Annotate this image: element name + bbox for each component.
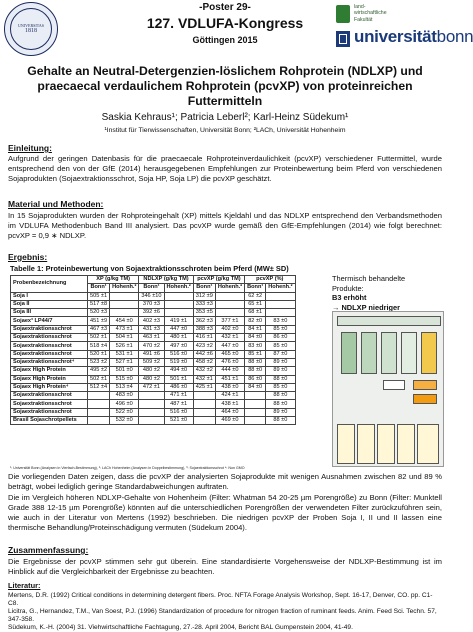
table-cell-value: 402 ±3 (139, 317, 164, 325)
faculty-logo-text (354, 4, 387, 23)
table-cell-value: 346 ±10 (139, 292, 164, 300)
table-cell-value: 65 ±1 (245, 300, 266, 308)
diagram-box (383, 380, 405, 390)
table-cell-value: 521 ±0 (164, 417, 193, 425)
table-cell-value (88, 392, 110, 400)
table-cell-value: 501 ±0 (110, 367, 139, 375)
table-row (11, 367, 296, 375)
table-cell-value: 501 ±1 (164, 375, 193, 383)
table-cell-value: 83 ±0 (245, 342, 266, 350)
table-cell-value (245, 417, 266, 425)
table-cell-sample: Sojaextraktionsschrot (11, 325, 88, 333)
results-text-1: Die vorliegenden Daten zeigen, dass die pcvXP der analysierten Sojaprodukte mit wenigen Ausnahmen zwischen 82 und 89 % beträgt, wobei lediglich geringe Standardabweichungen auftraten. (8, 472, 442, 491)
faculty-logo-line: land- (354, 4, 366, 10)
table-row (11, 300, 296, 308)
table-cell-value: 516 ±0 (164, 350, 193, 358)
table-cell-value: 483 ±0 (110, 392, 139, 400)
table-cell-value: 424 ±1 (215, 392, 244, 400)
reference-item: Mertens, D.R. (1992) Critical conditions in determining detergent fibers. Proc. NFTA Forage Analysis Workshop, Sept. 16-17, Denver, CO. pp. C1-C8. (8, 592, 433, 607)
table-row (11, 400, 296, 408)
table-subheader-cell: Bonn¹ (88, 284, 110, 292)
diagram-box (361, 332, 377, 374)
university-bonn-logo (336, 27, 473, 51)
table-cell-value: 88 ±0 (266, 400, 295, 408)
table-cell-value (215, 309, 244, 317)
table-cell-value: 518 ±4 (88, 342, 110, 350)
table-cell-value: 432 ±2 (193, 367, 215, 375)
table-cell-value: 476 ±0 (215, 358, 244, 366)
table-cell-sample: Sojaex³ LP44/7 (11, 317, 88, 325)
table-cell-value: 502 ±1 (88, 375, 110, 383)
table-cell-value: 495 ±2 (88, 367, 110, 375)
table-cell-value (164, 292, 193, 300)
side-note-line: Thermisch behandelte (332, 274, 406, 283)
table-cell-value: 472 ±1 (139, 383, 164, 391)
table-cell-value: 85 ±1 (245, 350, 266, 358)
seal-text: UNIVERSITAS (18, 23, 44, 28)
table-cell-value: 516 ±0 (164, 408, 193, 416)
side-note (332, 274, 444, 312)
table-cell-value: 84 ±0 (245, 334, 266, 342)
table-cell-value: 486 ±0 (164, 383, 193, 391)
table-cell-value: 467 ±3 (88, 325, 110, 333)
table-cell-value: 438 ±0 (215, 383, 244, 391)
section-title-summary: Zusammenfassung: (8, 545, 89, 555)
table-cell-value (245, 400, 266, 408)
diagram-box (421, 332, 437, 374)
table-cell-value: 454 ±0 (110, 317, 139, 325)
faculty-logo-mark-icon (336, 5, 350, 23)
table-row (11, 334, 296, 342)
table-cell-value: 88 ±0 (266, 375, 295, 383)
table-cell-value (164, 300, 193, 308)
table-cell-value (139, 417, 164, 425)
table-row (11, 358, 296, 366)
diagram-box (377, 424, 395, 464)
reference-item: Licitra, G., Hernandez, T.M., Van Soest, P.J. (1996) Standardization of procedure for nitrogen fraction of ruminant feeds. Anim. Feed Sci. Techn. 57, 347-358. (8, 608, 437, 623)
table-cell-value: 402 ±0 (215, 325, 244, 333)
table-cell-value: 88 ±0 (266, 417, 295, 425)
table-cell-value: 362 ±3 (193, 317, 215, 325)
table-cell-value: 512 ±4 (88, 383, 110, 391)
table-cell-value: 88 ±0 (245, 367, 266, 375)
table-cell-value: 464 ±0 (215, 408, 244, 416)
table-header-row (11, 276, 296, 284)
poster-number: -Poster 29- (199, 2, 251, 13)
table-cell-value: 89 ±0 (266, 358, 295, 366)
table-cell-value: 83 ±0 (266, 317, 295, 325)
table-cell-sample: Sojaextraktionsschrot⁴ (11, 358, 88, 366)
table-cell-value: 447 ±0 (215, 342, 244, 350)
table-cell-value: 463 ±1 (139, 334, 164, 342)
table-cell-value: 62 ±2 (245, 292, 266, 300)
table-cell-value: 87 ±0 (266, 350, 295, 358)
table-cell-value: 89 ±0 (266, 408, 295, 416)
nitrogen-fraction-diagram (332, 311, 444, 467)
table-cell-value: 419 ±1 (164, 317, 193, 325)
diagram-box (413, 394, 437, 404)
table-cell-value: 89 ±0 (266, 367, 295, 375)
table-cell-value (88, 417, 110, 425)
diagram-box (381, 332, 397, 374)
diagram-box (397, 424, 415, 464)
table-cell-value: 504 ±1 (110, 334, 139, 342)
table-row (11, 317, 296, 325)
table-cell-value (139, 392, 164, 400)
diagram-box (341, 332, 357, 374)
table-cell-value: 494 ±0 (164, 367, 193, 375)
table-cell-value: 480 ±2 (139, 375, 164, 383)
table-cell-value (88, 408, 110, 416)
faculty-logo (336, 3, 446, 25)
reference-item: Südekum, K.-H. (2004) 31. Viehwirtschaftliche Fachtagung, 27.-28. April 2004, Bericht BAL Gumpenstein 2004, 41-49. (8, 624, 353, 631)
methods-text: In 15 Sojaprodukten wurden der Rohproteingehalt (XP) mittels Kjeldahl und das NDLXP entsprechend den Verbandsmethoden im VDLUFA Methodenbuch Band III analysiert. Das pcvXP wurde gemäß den GfE-Empfehlungen (2014) wie folgt berechnet: pcvXP = 0,9 ∗ NDLXP. (8, 211, 442, 240)
side-note-line: Produkte: (332, 283, 364, 293)
table-cell-value: 432 ±1 (193, 375, 215, 383)
table-row (11, 309, 296, 317)
table-cell-value (245, 392, 266, 400)
side-note-line: → NDLXP niedriger (332, 302, 401, 312)
diagram-box (357, 424, 375, 464)
table-cell-value (193, 400, 215, 408)
authors: Saskia Kehraus¹; Patricia Leberl²; Karl-Heinz Südekum¹ (101, 112, 349, 123)
table-cell-value: 469 ±0 (215, 417, 244, 425)
table-cell-value: 532 ±0 (110, 417, 139, 425)
table-subheader-cell: Bonn¹ (245, 284, 266, 292)
table-cell-value: 519 ±0 (164, 358, 193, 366)
table-cell-sample: Soja II (11, 300, 88, 308)
table-cell-value (88, 400, 110, 408)
table-cell-sample: Soja I (11, 292, 88, 300)
table-row (11, 325, 296, 333)
table-cell-sample: Sojaex High Protein (11, 375, 88, 383)
table-row (11, 350, 296, 358)
table-cell-sample: Sojaextraktionsschrot (11, 350, 88, 358)
seal-year: 1818 (25, 28, 37, 34)
table-cell-value (110, 292, 139, 300)
table-cell-value (193, 417, 215, 425)
section-title-methods: Material und Methoden: (8, 199, 104, 209)
section-title-references: Literatur: (8, 581, 41, 590)
table-cell-value: 451 ±9 (88, 317, 110, 325)
table-cell-value: 444 ±0 (215, 367, 244, 375)
table-cell-sample: Soja III (11, 309, 88, 317)
table-cell-value (110, 309, 139, 317)
table-subheader-cell: Hohenh.² (266, 284, 295, 292)
results-table (10, 275, 296, 425)
table-cell-value: 312 ±9 (193, 292, 215, 300)
table-cell-value: 370 ±3 (139, 300, 164, 308)
table-cell-value: 515 ±0 (110, 375, 139, 383)
table-cell-value: 377 ±1 (215, 317, 244, 325)
table-cell-value: 473 ±1 (110, 325, 139, 333)
table-cell-value: 527 ±1 (110, 358, 139, 366)
table-row (11, 375, 296, 383)
table-cell-value: 333 ±3 (193, 300, 215, 308)
table-cell-sample: Brasil Sojaschrotpellets (11, 417, 88, 425)
table-cell-value: 531 ±1 (110, 350, 139, 358)
table-cell-value: 509 ±2 (139, 358, 164, 366)
table-cell-value: 388 ±3 (193, 325, 215, 333)
table-cell-value: 442 ±6 (193, 350, 215, 358)
table-cell-value: 85 ±0 (266, 383, 295, 391)
diagram-box (337, 424, 355, 464)
table-cell-value: 85 ±0 (266, 325, 295, 333)
table-cell-value: 88 ±0 (245, 358, 266, 366)
table-cell-value: 416 ±1 (193, 334, 215, 342)
faculty-logo-line: wirtschaftliche (354, 10, 387, 17)
table-subheader-cell: Bonn¹ (193, 284, 215, 292)
table-cell-value (193, 408, 215, 416)
table-cell-value: 431 ±3 (139, 325, 164, 333)
table-cell-value: 517 ±8 (88, 300, 110, 308)
table-cell-value (266, 309, 295, 317)
table-cell-value: 353 ±5 (193, 309, 215, 317)
table-cell-value: 505 ±1 (88, 292, 110, 300)
table-cell-sample: Sojaextraktionsschrot (11, 400, 88, 408)
section-title-introduction: Einleitung: (8, 143, 52, 153)
table-cell-value (215, 300, 244, 308)
table-subheader-cell: Hohenh.² (164, 284, 193, 292)
table-cell-value: 447 ±0 (164, 325, 193, 333)
bonn-logo-text (354, 27, 473, 47)
table-cell-sample: Sojaextraktionsschrot (11, 408, 88, 416)
table-cell-value: 487 ±1 (164, 400, 193, 408)
table-cell-value: 496 ±0 (110, 400, 139, 408)
table-cell-value: 451 ±1 (215, 375, 244, 383)
table-cell-value (193, 392, 215, 400)
table-cell-value: 513 ±4 (110, 383, 139, 391)
table-cell-value: 491 ±6 (139, 350, 164, 358)
poster-title: Gehalte an Neutral-Detergenzien-löslichem Rohprotein (NDLXP) und praecaecal verdaulichem Rohprotein (pcvXP) von proteinreichen Futtermitteln (27, 64, 423, 108)
bonn-logo-inner-icon (339, 34, 347, 44)
table-cell-value (110, 300, 139, 308)
table-body (11, 292, 296, 425)
table-cell-value: 86 ±0 (266, 334, 295, 342)
table-cell-value: 470 ±2 (139, 342, 164, 350)
table-cell-value (139, 400, 164, 408)
table-cell-value: 497 ±0 (164, 342, 193, 350)
table-cell-value (139, 408, 164, 416)
references-list (8, 592, 442, 632)
table-row (11, 292, 296, 300)
table-header-cell: pcvXP (g/kg TM) (193, 276, 244, 284)
table-cell-value: 502 ±1 (88, 334, 110, 342)
table-row (11, 383, 296, 391)
table-header-cell: NDLXP (g/kg TM) (139, 276, 193, 284)
affiliations: ¹Institut für Tierwissenschaften, Universität Bonn; ²LACh, Universität Hohenheim (104, 127, 346, 134)
table-cell-value: 432 ±1 (215, 334, 244, 342)
table-header-cell: pcvXP (%) (245, 276, 295, 284)
table-cell-value: 425 ±1 (193, 383, 215, 391)
table-cell-value: 84 ±1 (245, 325, 266, 333)
table-footnote: ¹: Universität Bonn (Analysen in Vierfach-Bestimmung), ²: LACh Hohenheim (Analysen in Doppelbestimmung), ³: Sojaextraktionsschrot ⁴: Non GMO (10, 466, 245, 470)
section-title-results: Ergebnis: (8, 252, 48, 262)
table-cell-value: 471 ±1 (164, 392, 193, 400)
diagram-box (413, 380, 437, 390)
results-text-2: Die im Vergleich höheren NDLXP-Gehalte von Hohenheim (Filter: Whatman 54 20-25 µm Porengröße) zu Bonn (Filter: Munktell Grade 388 12-15 µm Porengröße) könnten auf die unterschiedlichen Porengrößen der verwendeten Filter zurückzuführen sein, wie auch in der Literatur von Mertens (1992) beschrieben. Die niedrigen pcvXP der Proben Soja I, II und II lassen eine thermische Behandlung/Proteinschädigung vermuten (Südekum 2004). (8, 493, 442, 532)
table-cell-sample: Sojaextraktionsschrot (11, 342, 88, 350)
table-row (11, 417, 296, 425)
table-subheader-cell: Hohenh.² (110, 284, 139, 292)
table-cell-value: 84 ±0 (245, 383, 266, 391)
table-cell-value: 458 ±2 (193, 358, 215, 366)
bonn-logo-bold: universität (354, 27, 437, 46)
table-cell-value: 88 ±0 (266, 392, 295, 400)
congress-place: Göttingen 2015 (192, 35, 258, 45)
table-row (11, 392, 296, 400)
table-cell-value: 82 ±0 (245, 317, 266, 325)
side-note-line: B3 erhöht (332, 293, 367, 302)
faculty-logo-line: Fakultät (354, 16, 373, 23)
table-row (11, 342, 296, 350)
poster-header (0, 0, 473, 60)
table-cell-value: 480 ±2 (139, 367, 164, 375)
table-cell-value (245, 408, 266, 416)
table-cell-value (215, 292, 244, 300)
congress-title: 127. VDLUFA-Kongress (146, 15, 304, 31)
table-cell-value: 438 ±1 (215, 400, 244, 408)
table-cell-value: 423 ±2 (193, 342, 215, 350)
table-cell-value (266, 300, 295, 308)
table-subheader-cell: Bonn¹ (139, 284, 164, 292)
table-cell-value: 465 ±0 (215, 350, 244, 358)
table-cell-value (266, 292, 295, 300)
diagram-box (417, 424, 439, 464)
table-cell-value: 480 ±1 (164, 334, 193, 342)
table-cell-value: 522 ±0 (110, 408, 139, 416)
introduction-text: Aufgrund der geringen Datenbasis für die praecaecale Rohproteinverdaulichkeit (pcvXP) verschiedener Futtermittel, wurde entsprechend den von der GfE (2014) herausgegebenen Empfehlungen zur Proteinbewertung beim Pferd von verschiedenen Sojaprodukten (Sojaextraktionsschrot, Soja HP, Soja LP) die pcvXP geschätzt. (8, 154, 442, 183)
table-cell-value: 520 ±1 (88, 350, 110, 358)
table-cell-value: 392 ±6 (139, 309, 164, 317)
table-cell-value: 523 ±2 (88, 358, 110, 366)
table-cell-value (164, 309, 193, 317)
diagram-box (401, 332, 417, 374)
table-cell-value: 520 ±3 (88, 309, 110, 317)
table-caption: Tabelle 1: Proteinbewertung von Sojaextraktionsschroten beim Pferd (MW± SD) (10, 264, 289, 273)
table-cell-sample: Sojaex High Protein (11, 367, 88, 375)
table-cell-value: 526 ±1 (110, 342, 139, 350)
table-cell-sample: Sojaextraktionsschrot (11, 334, 88, 342)
diagram-box (337, 316, 441, 326)
table-header-cell: XP (g/kg TM) (88, 276, 139, 284)
table-cell-value: 85 ±0 (266, 342, 295, 350)
table-header-cell: Probenbezeichnung (11, 276, 88, 293)
table-cell-sample: Sojaex High Protein⁴ (11, 383, 88, 391)
table-cell-value: 86 ±0 (245, 375, 266, 383)
summary-text: Die Ergebnisse der pcvXP stimmen sehr gut überein. Eine standardisierte Vorgehensweise der NDLXP-Bestimmung ist im Hinblick auf die Vergleichbarkeit der Ergebnisse zu beachten. (8, 557, 442, 576)
table-cell-value: 68 ±1 (245, 309, 266, 317)
table-row (11, 408, 296, 416)
table-cell-sample: Sojaextraktionsschrot (11, 392, 88, 400)
bonn-logo-normal: bonn (436, 27, 473, 46)
table-subheader-cell: Hohenh.² (215, 284, 244, 292)
